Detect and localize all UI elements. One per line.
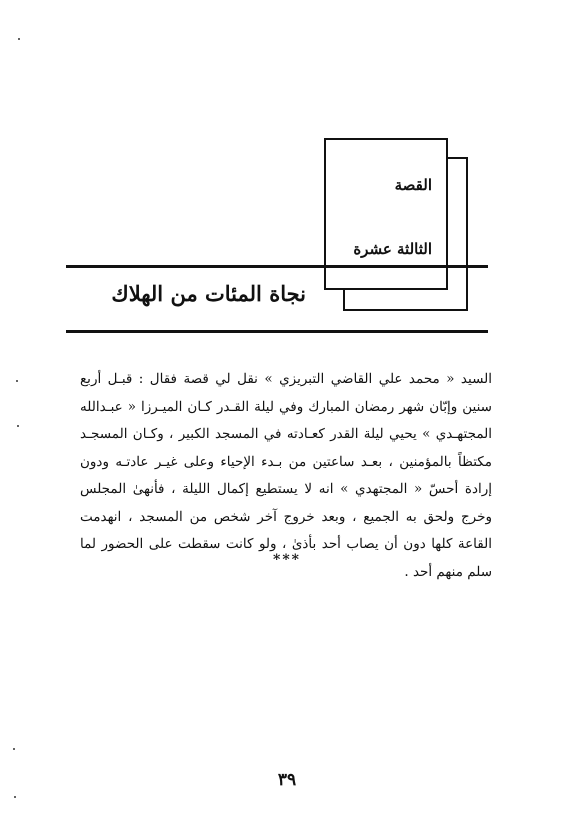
title-rule-top bbox=[66, 265, 488, 268]
chapter-label: القصة bbox=[394, 176, 432, 194]
scan-speck bbox=[13, 748, 15, 750]
story-title: نجاة المئات من الهلاك bbox=[111, 281, 306, 306]
story-paragraph: السيد « محمد علي القاضي التبريزي » نقل لي قصة فقال : قبـل أربع سنين وإبّان شهر رمضان المبارك وفي ليلة القـدر كـان الميـرزا « عبـدالله المجتهـدي » يحيي ليلة القدر كعـادته في المسجد الكبير ، وكـان المسجـد مكتظاً بالمؤمنين ، بعـد ساعتين من بـدء الإحياء وعلى غيـر عادتـه ودون إرادة أحسّ « المجتهدي » انه لا يستطيع إكمال الليلة ، فأنهىٰ المجلس وخرج ولحق به الجميع ، وبعد خروج آخر شخص من المسجد ، انهدمت القاعة كلها دون أن يصاب أحد بأذىٰ ، ولو كانت سقطت على الحضور لما سلم منهم أحد . bbox=[80, 371, 492, 580]
scan-speck bbox=[14, 796, 16, 798]
page-number: ٣٩ bbox=[277, 770, 297, 790]
scan-speck bbox=[17, 425, 19, 427]
scan-speck bbox=[16, 380, 18, 382]
scan-speck bbox=[18, 38, 20, 40]
chapter-number: الثالثة عشرة bbox=[353, 240, 432, 258]
section-separator: *** bbox=[273, 552, 301, 568]
title-rule-bottom bbox=[66, 330, 488, 333]
